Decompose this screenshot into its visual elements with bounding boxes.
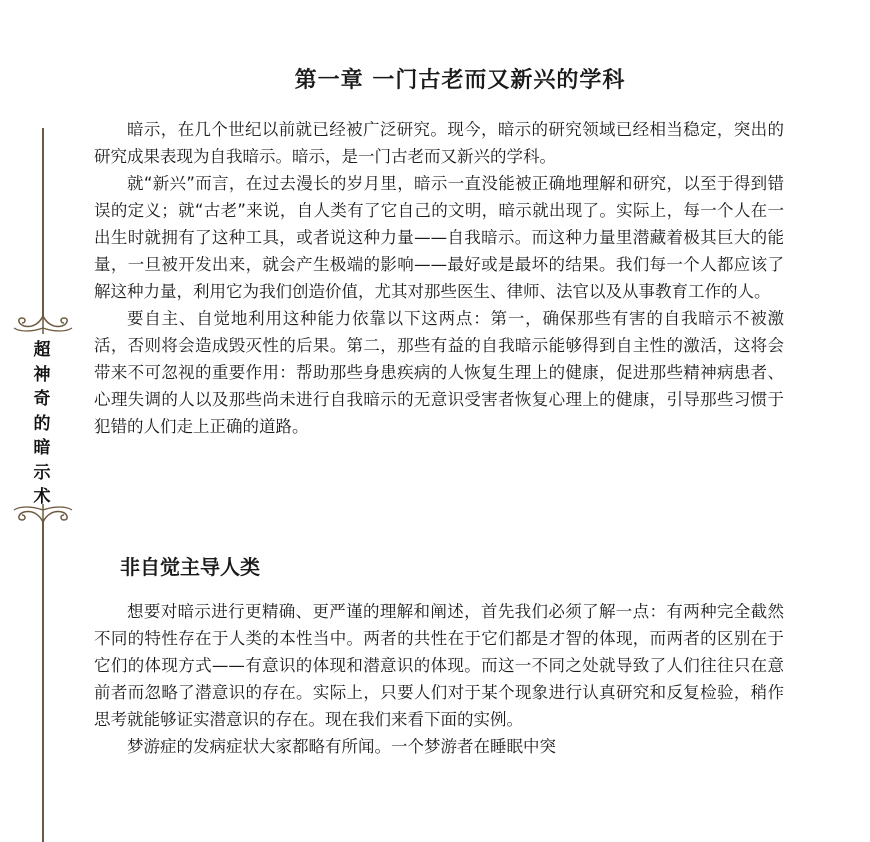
side-title-char: 的 [33, 413, 51, 434]
side-title-char: 示 [33, 462, 51, 483]
side-title-char: 奇 [33, 389, 51, 409]
side-title-char: 暗 [33, 438, 51, 458]
side-rule-bottom [42, 520, 44, 842]
paragraph: 暗示，在几个世纪以前就已经被广泛研究。现今，暗示的研究领域已经相当稳定，突出的研究成果表现为自我暗示。暗示，是一门古老而又新兴的学科。 [94, 120, 784, 166]
section-title: 非自觉主导人类 [120, 555, 260, 579]
section-2-body [94, 598, 784, 760]
side-title-char: 术 [33, 487, 51, 507]
flourish-ornament-top [12, 314, 74, 336]
side-title-char: 超 [33, 340, 51, 360]
side-title-char: 神 [33, 364, 51, 385]
chapter-title: 第一章 一门古老而又新兴的学科 [294, 67, 626, 93]
paragraph: 想要对暗示进行更精确、更严谨的理解和阐述，首先我们必须了解一点：有两种完全截然不同的特性存在于人类的本性当中。两者的共性在于它们都是才智的体现，而两者的区别在于它们的体现方式——有意识的体现和潜意识的体现。而这一不同之处就导致了人们往往只在意前者而忽略了潜意识的存在。实际上，只要人们对于某个现象进行认真研究和反复检验，稍作思考就能够证实潜意识的存在。现在我们来看下面的实例。 [94, 602, 784, 729]
paragraph: 梦游症的发病症状大家都略有所闻。一个梦游者在睡眠中突 [127, 737, 556, 756]
side-rule-top [42, 128, 44, 318]
paragraph: 就“新兴”而言，在过去漫长的岁月里，暗示一直没能被正确地理解和研究，以至于得到错误的定义；就“古老”来说，自人类有了它自己的文明，暗示就出现了。实际上，每一个人在一出生时就拥有了这种工具，或者说这种力量——自我暗示。而这种力量里潜藏着极其巨大的能量，一旦被开发出来，就会产生极端的影响——最好或是最坏的结果。我们每一个人都应该了解这种力量，利用它为我们创造价值，尤其对那些医生、律师、法官以及从事教育工作的人。 [94, 174, 784, 301]
book-side-title [29, 338, 55, 510]
paragraph: 要自主、自觉地利用这种能力依靠以下这两点：第一，确保那些有害的自我暗示不被激活，否则将会造成毁灭性的后果。第二，那些有益的自我暗示能够得到自主性的激活，这将会带来不可忽视的重要作用：帮助那些身患疾病的人恢复生理上的健康，促进那些精神病患者、心理失调的人以及那些尚未进行自我暗示的无意识受害者恢复心理上的健康，引导那些习惯于犯错的人们走上正确的道路。 [94, 309, 784, 436]
section-1-body [94, 116, 784, 440]
